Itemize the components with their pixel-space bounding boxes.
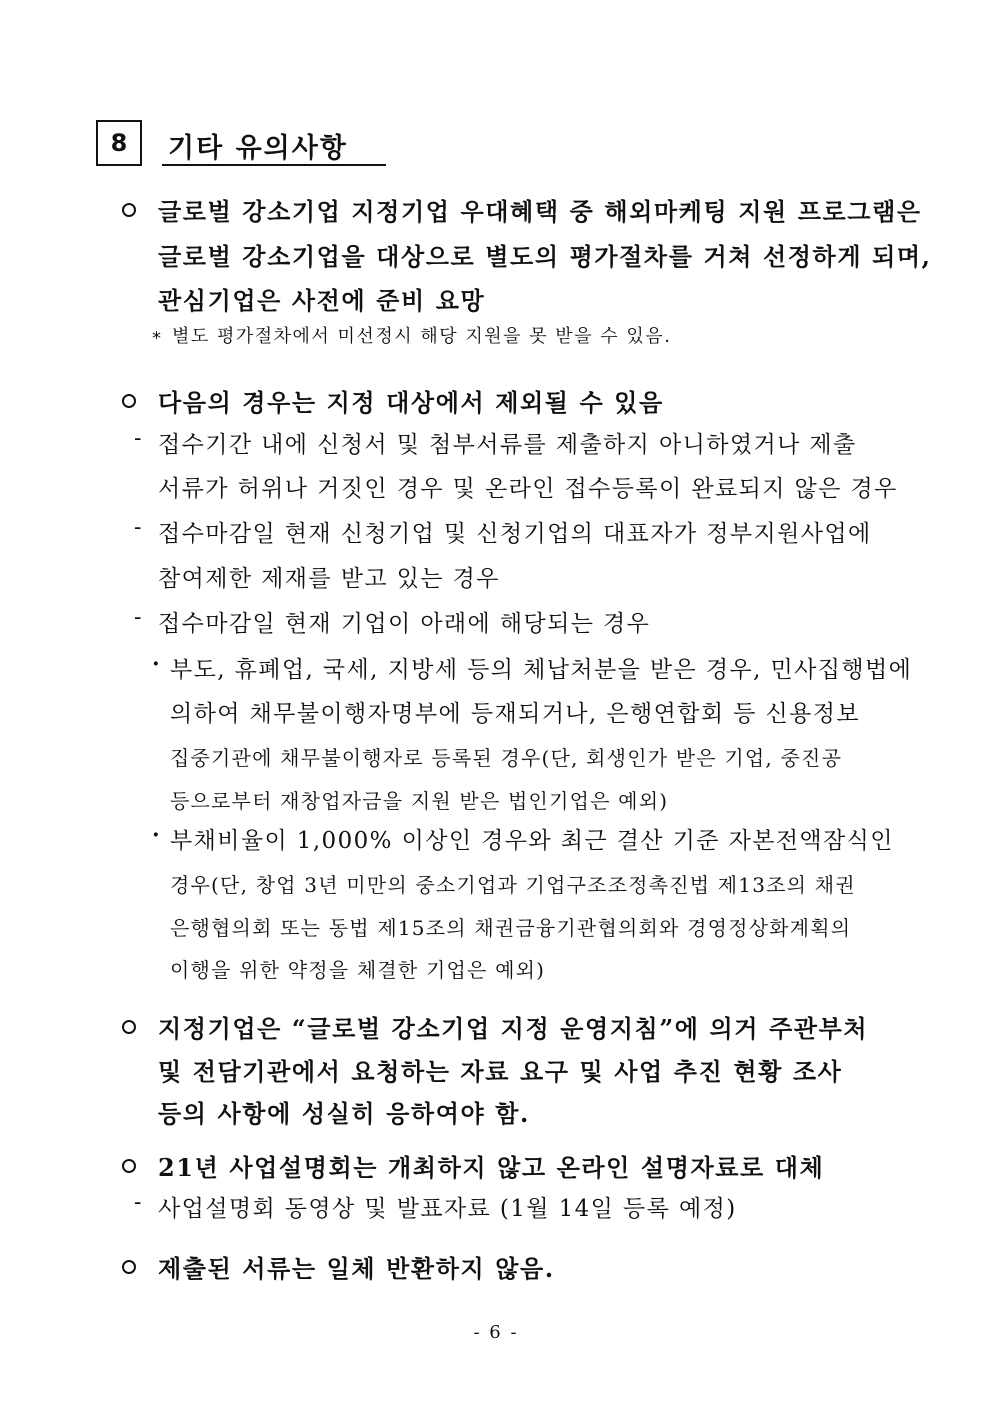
page-number: - 6 - [473, 1322, 519, 1343]
list-item-line: 서류가 허위나 거짓인 경우 및 온라인 접수등록이 완료되지 않은 경우 [158, 476, 898, 502]
section-title-underline [162, 164, 386, 166]
sub-item-line: 등으로부터 재창업자금을 지원 받은 법인기업은 예외) [170, 789, 669, 813]
dash-bullet: - [134, 605, 142, 630]
list-item-line: 접수기간 내에 신청서 및 첨부서류를 제출하지 아니하였거나 제출 [158, 432, 857, 458]
note-text: 별도 평가절차에서 미선정시 해당 지원을 못 받을 수 있음. [172, 326, 672, 347]
circle-bullet-icon [122, 1159, 136, 1173]
sub-item-line: 부채비율이 1,000% 이상인 경우와 최근 결산 기준 자본전액잠식인 [170, 828, 894, 854]
paragraph-heading: 21년 사업설명회는 개최하지 않고 온라인 설명자료로 대체 [158, 1153, 825, 1182]
sub-item-line: 부도, 휴폐업, 국세, 지방세 등의 체납처분을 받은 경우, 민사집행법에 [170, 657, 913, 683]
paragraph-heading: 다음의 경우는 지정 대상에서 제외될 수 있음 [158, 388, 664, 417]
paragraph-line: 글로벌 강소기업을 대상으로 별도의 평가절차를 거쳐 선정하게 되며, [158, 242, 932, 271]
paragraph-heading: 제출된 서류는 일체 반환하지 않음. [158, 1254, 555, 1283]
dot-bullet: · [152, 651, 160, 677]
list-item-line: 접수마감일 현재 신청기업 및 신청기업의 대표자가 정부지원사업에 [158, 521, 872, 547]
paragraph-line: 지정기업은 “글로벌 강소기업 지정 운영지침”에 의거 주관부처 [158, 1014, 869, 1043]
paragraph-line: 관심기업은 사전에 준비 요망 [158, 286, 486, 315]
circle-bullet-icon [122, 1260, 136, 1274]
section-title: 기타 유의사항 [168, 133, 348, 164]
paragraph-line: 및 전담기관에서 요청하는 자료 요구 및 사업 추진 현황 조사 [158, 1057, 843, 1086]
sub-item-line: 경우(단, 창업 3년 미만의 중소기업과 기업구조조정촉진법 제13조의 채권 [170, 873, 856, 897]
dash-bullet: - [134, 515, 142, 540]
sub-item-line: 집중기관에 채무불이행자로 등록된 경우(단, 회생인가 받은 기업, 중진공 [170, 746, 843, 770]
circle-bullet-icon [122, 394, 136, 408]
section-heading [96, 120, 396, 170]
note-mark: * [152, 328, 163, 349]
sub-item-line: 은행협의회 또는 동법 제15조의 채권금융기관협의회와 경영정상화계획의 [170, 916, 852, 940]
sub-item-line: 이행을 위한 약정을 체결한 기업은 예외) [170, 958, 546, 982]
dash-bullet: - [134, 1190, 142, 1215]
paragraph-line: 글로벌 강소기업 지정기업 우대혜택 중 해외마케팅 지원 프로그램은 [158, 197, 922, 226]
list-item-line: 참여제한 제재를 받고 있는 경우 [158, 566, 500, 592]
list-item-line: 사업설명회 동영상 및 발표자료 (1월 14일 등록 예정) [158, 1196, 737, 1222]
dot-bullet: · [152, 822, 160, 848]
paragraph-line: 등의 사항에 성실히 응하여야 함. [158, 1099, 530, 1128]
section-number-box: 8 [96, 120, 142, 166]
circle-bullet-icon [122, 1020, 136, 1034]
list-item-line: 접수마감일 현재 기업이 아래에 해당되는 경우 [158, 611, 651, 637]
sub-item-line: 의하여 채무불이행자명부에 등재되거나, 은행연합회 등 신용정보 [170, 701, 860, 727]
dash-bullet: - [134, 426, 142, 451]
circle-bullet-icon [122, 203, 136, 217]
